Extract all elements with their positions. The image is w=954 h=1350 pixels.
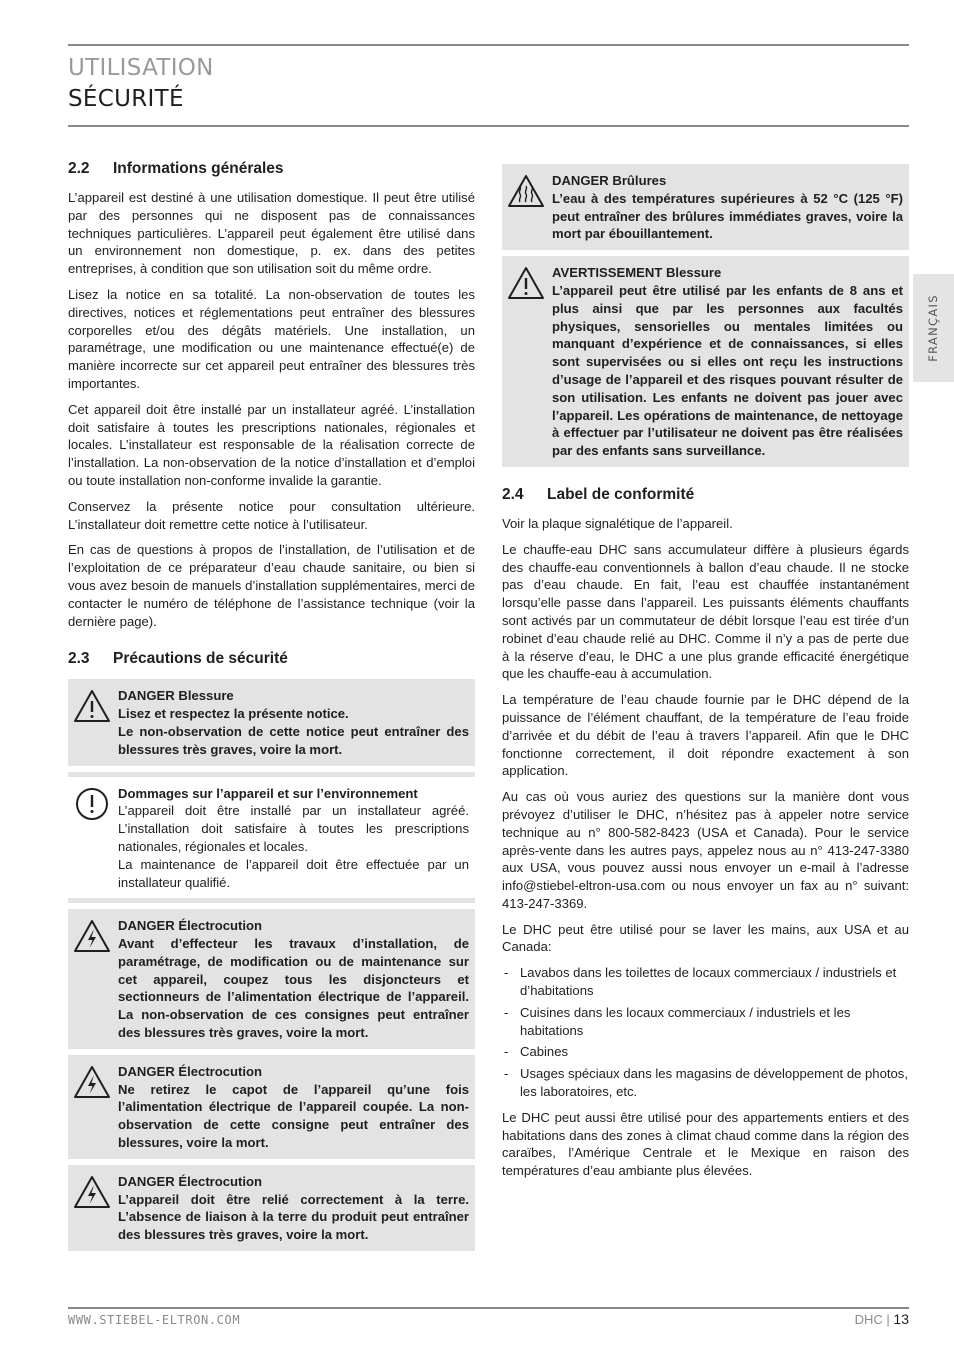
warning-box-electrocution	[68, 909, 475, 1049]
paragraph: Le chauffe-eau DHC sans accumulateur diffère à plusieurs égards des chauffe-eau conventionnels à ballon d’eau chaude. Il ne stocke pas d’eau chaude. En fait, l’eau est chauffée instantanément lorsqu’elle passe dans l’appareil. Les puissants éléments chauffants sont activés par un commutateur de débit lorsque l’eau est tirée d’un robinet d’eau chaude relié au DHC. Comme il n’y a pas de perte due à la réserve d’eau, le DHC a une plus grande efficacité énergétique que les chauffe-eau à accumulation.	[502, 541, 909, 682]
paragraph: Le DHC peut être utilisé pour se laver les mains, aux USA et au Canada:	[502, 921, 909, 955]
header-top-rule	[68, 44, 909, 46]
list-item: - Cuisines dans les locaux commerciaux / industriels et les habitations	[502, 1004, 909, 1040]
warning-box-electrocution	[68, 1055, 475, 1159]
list-item: - Lavabos dans les toilettes de locaux commerciaux / industriels et d’habitations	[502, 964, 909, 1000]
exclamation-circle-icon	[72, 785, 112, 823]
warning-title: DANGER Électrocution	[118, 1063, 263, 1079]
warning-title: DANGER Blessure	[118, 688, 234, 704]
paragraph: Conservez la présente notice pour consultation ultérieure. L’installateur doit remettre cette notice à l’utilisateur.	[68, 498, 475, 532]
warning-box-burns	[502, 164, 909, 250]
section-title: Label de conformité	[547, 485, 695, 503]
warning-body: Ne retirez le capot de l’appareil qu’une fois l’alimentation électrique de l’appareil coupée. La non-observation de cette consigne peut entraîner des blessures, voire la mort.	[118, 1081, 469, 1151]
paragraph: Le DHC peut aussi être utilisé pour des appartements entiers et des habitations dans des zones à climat chaud comme dans la région des caraïbes, l’Amérique Centrale et le Mexique en raison des températures d’eau ambiante plus élevées.	[502, 1109, 909, 1179]
list-item: - Cabines	[502, 1043, 909, 1061]
warning-body: Lisez et respectez la présente notice. Le non-observation de cette notice peut entraîner des blessures très graves, voire la mort.	[118, 706, 469, 757]
page-title: SÉCURITÉ	[68, 86, 184, 112]
section-number: 2.2	[68, 160, 90, 177]
paragraph: Lisez la notice en sa totalité. La non-observation de toutes les directives, notices et réglementations peut entraîner des blessures corporelles et/ou des dégâts matériels. Une installation, un paramétrage, une modification ou une maintenance effectué(e) de manière incorrecte sur cet appareil peut entraîner des blessures très importantes.	[68, 286, 475, 391]
paragraph: L’appareil est destiné à une utilisation domestique. Il peut être utilisé par des personnes qui ne disposent pas de connaissances techniques particulières. L’appareil peut également être utilisé dans un environnement non domestique, p. ex. dans des petites entreprises, à condition que son utilisation soit du même ordre.	[68, 190, 475, 277]
footer-product: DHC	[854, 1312, 883, 1327]
warning-title: DANGER Brûlures	[552, 173, 667, 188]
warning-triangle-icon	[72, 687, 112, 725]
section-title: Informations générales	[113, 160, 284, 177]
section-2-2-heading	[68, 160, 475, 178]
usage-list	[502, 964, 909, 1101]
warning-box-danger-injury	[68, 679, 475, 765]
paragraph: En cas de questions à propos de l’installation, de l’utilisation et de l’exploitation de ce préparateur d’eau chaude sanitaire, ou bien si vous avez besoin de manuels d’installation supplémentaires, merci de contacter le numéro de téléphone de l’assistance technique (voir la dernière page).	[68, 542, 475, 629]
paragraph: Au cas où vous auriez des questions sur la manière dont vous prévoyez d’utiliser le DHC, n’hésitez pas à appeler notre service technique au n° 800-582-8423 (USA et Canada). Pour le service après-vente dans les autres pays, appelez nous au n° 413-247-3380 aux USA, vous pouvez aussi nous envoyer un e-mail à l’adresse info@stiebel-eltron-usa.com ou nous envoyer un fax au n° suivant: 413-247-3369.	[502, 789, 909, 911]
language-tab-label: FRANÇAIS	[926, 294, 940, 362]
warning-body: L’appareil doit être relié correctement à la terre. L’absence de liaison à la terre du produit peut entraîner des blessures très graves, voire la mort.	[118, 1191, 469, 1243]
section-number: 2.4	[502, 485, 524, 503]
section-2-3-heading	[68, 650, 475, 668]
hot-surface-icon	[506, 172, 546, 210]
warning-title: DANGER Électrocution	[118, 918, 263, 934]
warning-body: L’appareil peut être utilisé par les enfants de 8 ans et plus ainsi que par les personnes aux facultés physiques, sensorielles ou mentales limitées ou manquant d’expérience et de connaissances, si elles sont supervisées ou si elles ont reçu les instructions d’usage de l’appareil et des risques pouvant résulter de son utilisation. Les enfants ne doivent pas jouer avec l’appareil. Les opérations de maintenance, de nettoyage à effectuer par l’utilisateur ne doivent pas être réalisées par des enfants sans surveillance.	[552, 282, 903, 459]
page-number: 13	[893, 1311, 909, 1327]
warning-title: AVERTISSEMENT Blessure	[552, 265, 722, 281]
paragraph: Cet appareil doit être installé par un installateur agréé. L’installation doit satisfaire à toutes les prescriptions nationales, régionales et locales. L’installateur est responsable de la réalisation correcte de l’installation. La non-observation de la notice d’installation et d’emploi ou toute installation non-conforme invalide la garantie.	[68, 401, 475, 488]
electric-shock-icon	[72, 1173, 112, 1211]
list-item: - Usages spéciaux dans les magasins de développement de photos, les laboratoires, etc.	[502, 1065, 909, 1101]
section-2-4-heading	[502, 486, 909, 504]
footer-separator: |	[886, 1312, 890, 1327]
notice-title: Dommages sur l’appareil et sur l’environnement	[118, 785, 418, 801]
language-tab	[913, 274, 954, 382]
notice-body: L’appareil doit être installé par un installateur agréé. L’installation doit satisfaire à toutes les prescriptions nationales, régionales et locales. La maintenance de l’appareil doit être effectuée par un installateur qualifié.	[118, 803, 469, 890]
paragraph: Voir la plaque signalétique de l’appareil.	[502, 515, 733, 531]
warning-box-injury-children	[502, 256, 909, 467]
header-bottom-rule	[68, 125, 909, 127]
warning-body: Avant d’effecteur les travaux d’installation, de paramétrage, de modification ou de maintenance sur cet appareil, coupez tous les disjoncteurs et sectionneurs de l’alimentation électrique de l’appareil. La non-observation de ces consignes peut entraîner des blessures très graves, voire la mort.	[118, 936, 469, 1041]
warning-triangle-icon	[506, 264, 546, 302]
page-category-title: UTILISATION	[68, 55, 214, 81]
section-title: Précautions de sécurité	[113, 650, 288, 668]
paragraph: La température de l’eau chaude fournie par le DHC dépend de la puissance de l’élément chauffant, de la température de l’eau froide d’arrivée et du débit de l’eau à travers l’appareil. Afin que le DHC fonctionne correctement, il doit répondre exactement à son application.	[502, 692, 909, 779]
footer-page-info	[855, 1311, 909, 1327]
section-number: 2.3	[68, 650, 90, 668]
electric-shock-icon	[72, 917, 112, 955]
electric-shock-icon	[72, 1063, 112, 1101]
right-column	[502, 164, 909, 1188]
warning-title: DANGER Électrocution	[118, 1173, 263, 1189]
warning-box-electrocution	[68, 1165, 475, 1251]
notice-box-property-damage	[68, 772, 475, 904]
left-column	[68, 160, 475, 1257]
warning-body: L’eau à des températures supérieures à 52 °C (125 °F) peut entraîner des brûlures immédiates graves, voire la mort par ébouillantement.	[552, 190, 903, 242]
footer-rule	[68, 1307, 909, 1309]
footer-website: WWW.STIEBEL-ELTRON.COM	[68, 1313, 241, 1327]
